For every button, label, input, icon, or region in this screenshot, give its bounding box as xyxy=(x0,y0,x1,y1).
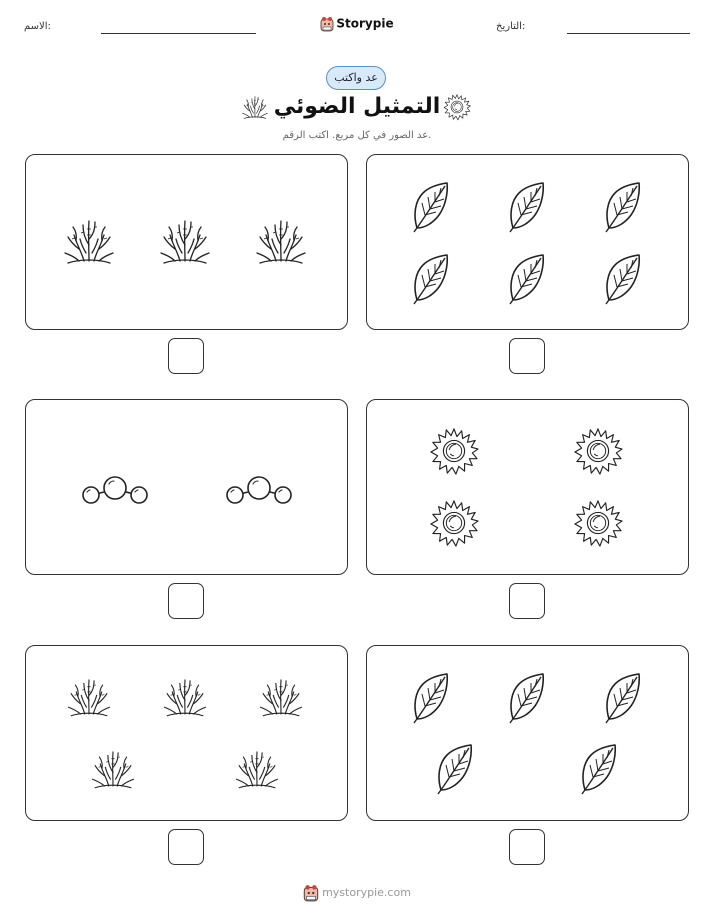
leaf-icon xyxy=(603,672,643,724)
molecule-icon xyxy=(226,476,292,504)
coral-icon xyxy=(254,211,308,271)
leaf-icon xyxy=(603,253,643,305)
answer-box-4[interactable] xyxy=(168,583,204,619)
brand xyxy=(0,13,714,32)
counting-card-3 xyxy=(366,399,689,575)
sun-icon xyxy=(573,426,623,476)
leaf-icon xyxy=(411,253,451,305)
instructions: عد الصور في كل مربع. اكتب الرقم. xyxy=(282,130,432,141)
coral-icon xyxy=(158,211,212,271)
name-field[interactable] xyxy=(101,33,256,34)
counting-card-5 xyxy=(366,645,689,821)
answer-box-6[interactable] xyxy=(168,829,204,865)
sun-icon xyxy=(429,498,479,548)
sun-icon xyxy=(573,498,623,548)
coral-icon xyxy=(162,672,208,722)
leaf-icon xyxy=(411,181,451,233)
coral-icon xyxy=(234,744,280,794)
leaf-icon xyxy=(507,253,547,305)
name-label: الاسم: xyxy=(24,21,51,32)
answer-box-1[interactable] xyxy=(509,338,545,374)
leaf-icon xyxy=(411,672,451,724)
leaf-icon xyxy=(579,743,619,795)
leaf-icon xyxy=(507,672,547,724)
coral-icon xyxy=(90,744,136,794)
counting-card-1 xyxy=(366,154,689,330)
storypie-logo-icon xyxy=(320,16,334,32)
counting-card-6 xyxy=(25,645,348,821)
molecule-icon xyxy=(82,476,148,504)
sun-icon xyxy=(443,93,471,121)
leaf-icon xyxy=(435,743,475,795)
footer-site[interactable]: mystorypie.com xyxy=(322,886,411,899)
date-label: التاريخ: xyxy=(496,21,526,32)
sun-icon xyxy=(429,426,479,476)
date-field[interactable] xyxy=(567,33,690,34)
coral-icon xyxy=(66,672,112,722)
storypie-logo-icon xyxy=(303,884,319,902)
brand-name: Storypie xyxy=(336,16,394,31)
answer-box-5[interactable] xyxy=(509,829,545,865)
worksheet-tag: عد واكتب xyxy=(326,66,386,90)
counting-card-2 xyxy=(25,154,348,330)
page-title: التمثيل الضوئي xyxy=(273,94,441,119)
coral-icon xyxy=(258,672,304,722)
answer-box-2[interactable] xyxy=(168,338,204,374)
leaf-icon xyxy=(507,181,547,233)
counting-card-4 xyxy=(25,399,348,575)
footer xyxy=(0,884,714,902)
leaf-icon xyxy=(603,181,643,233)
answer-box-3[interactable] xyxy=(509,583,545,619)
coral-icon xyxy=(62,211,116,271)
